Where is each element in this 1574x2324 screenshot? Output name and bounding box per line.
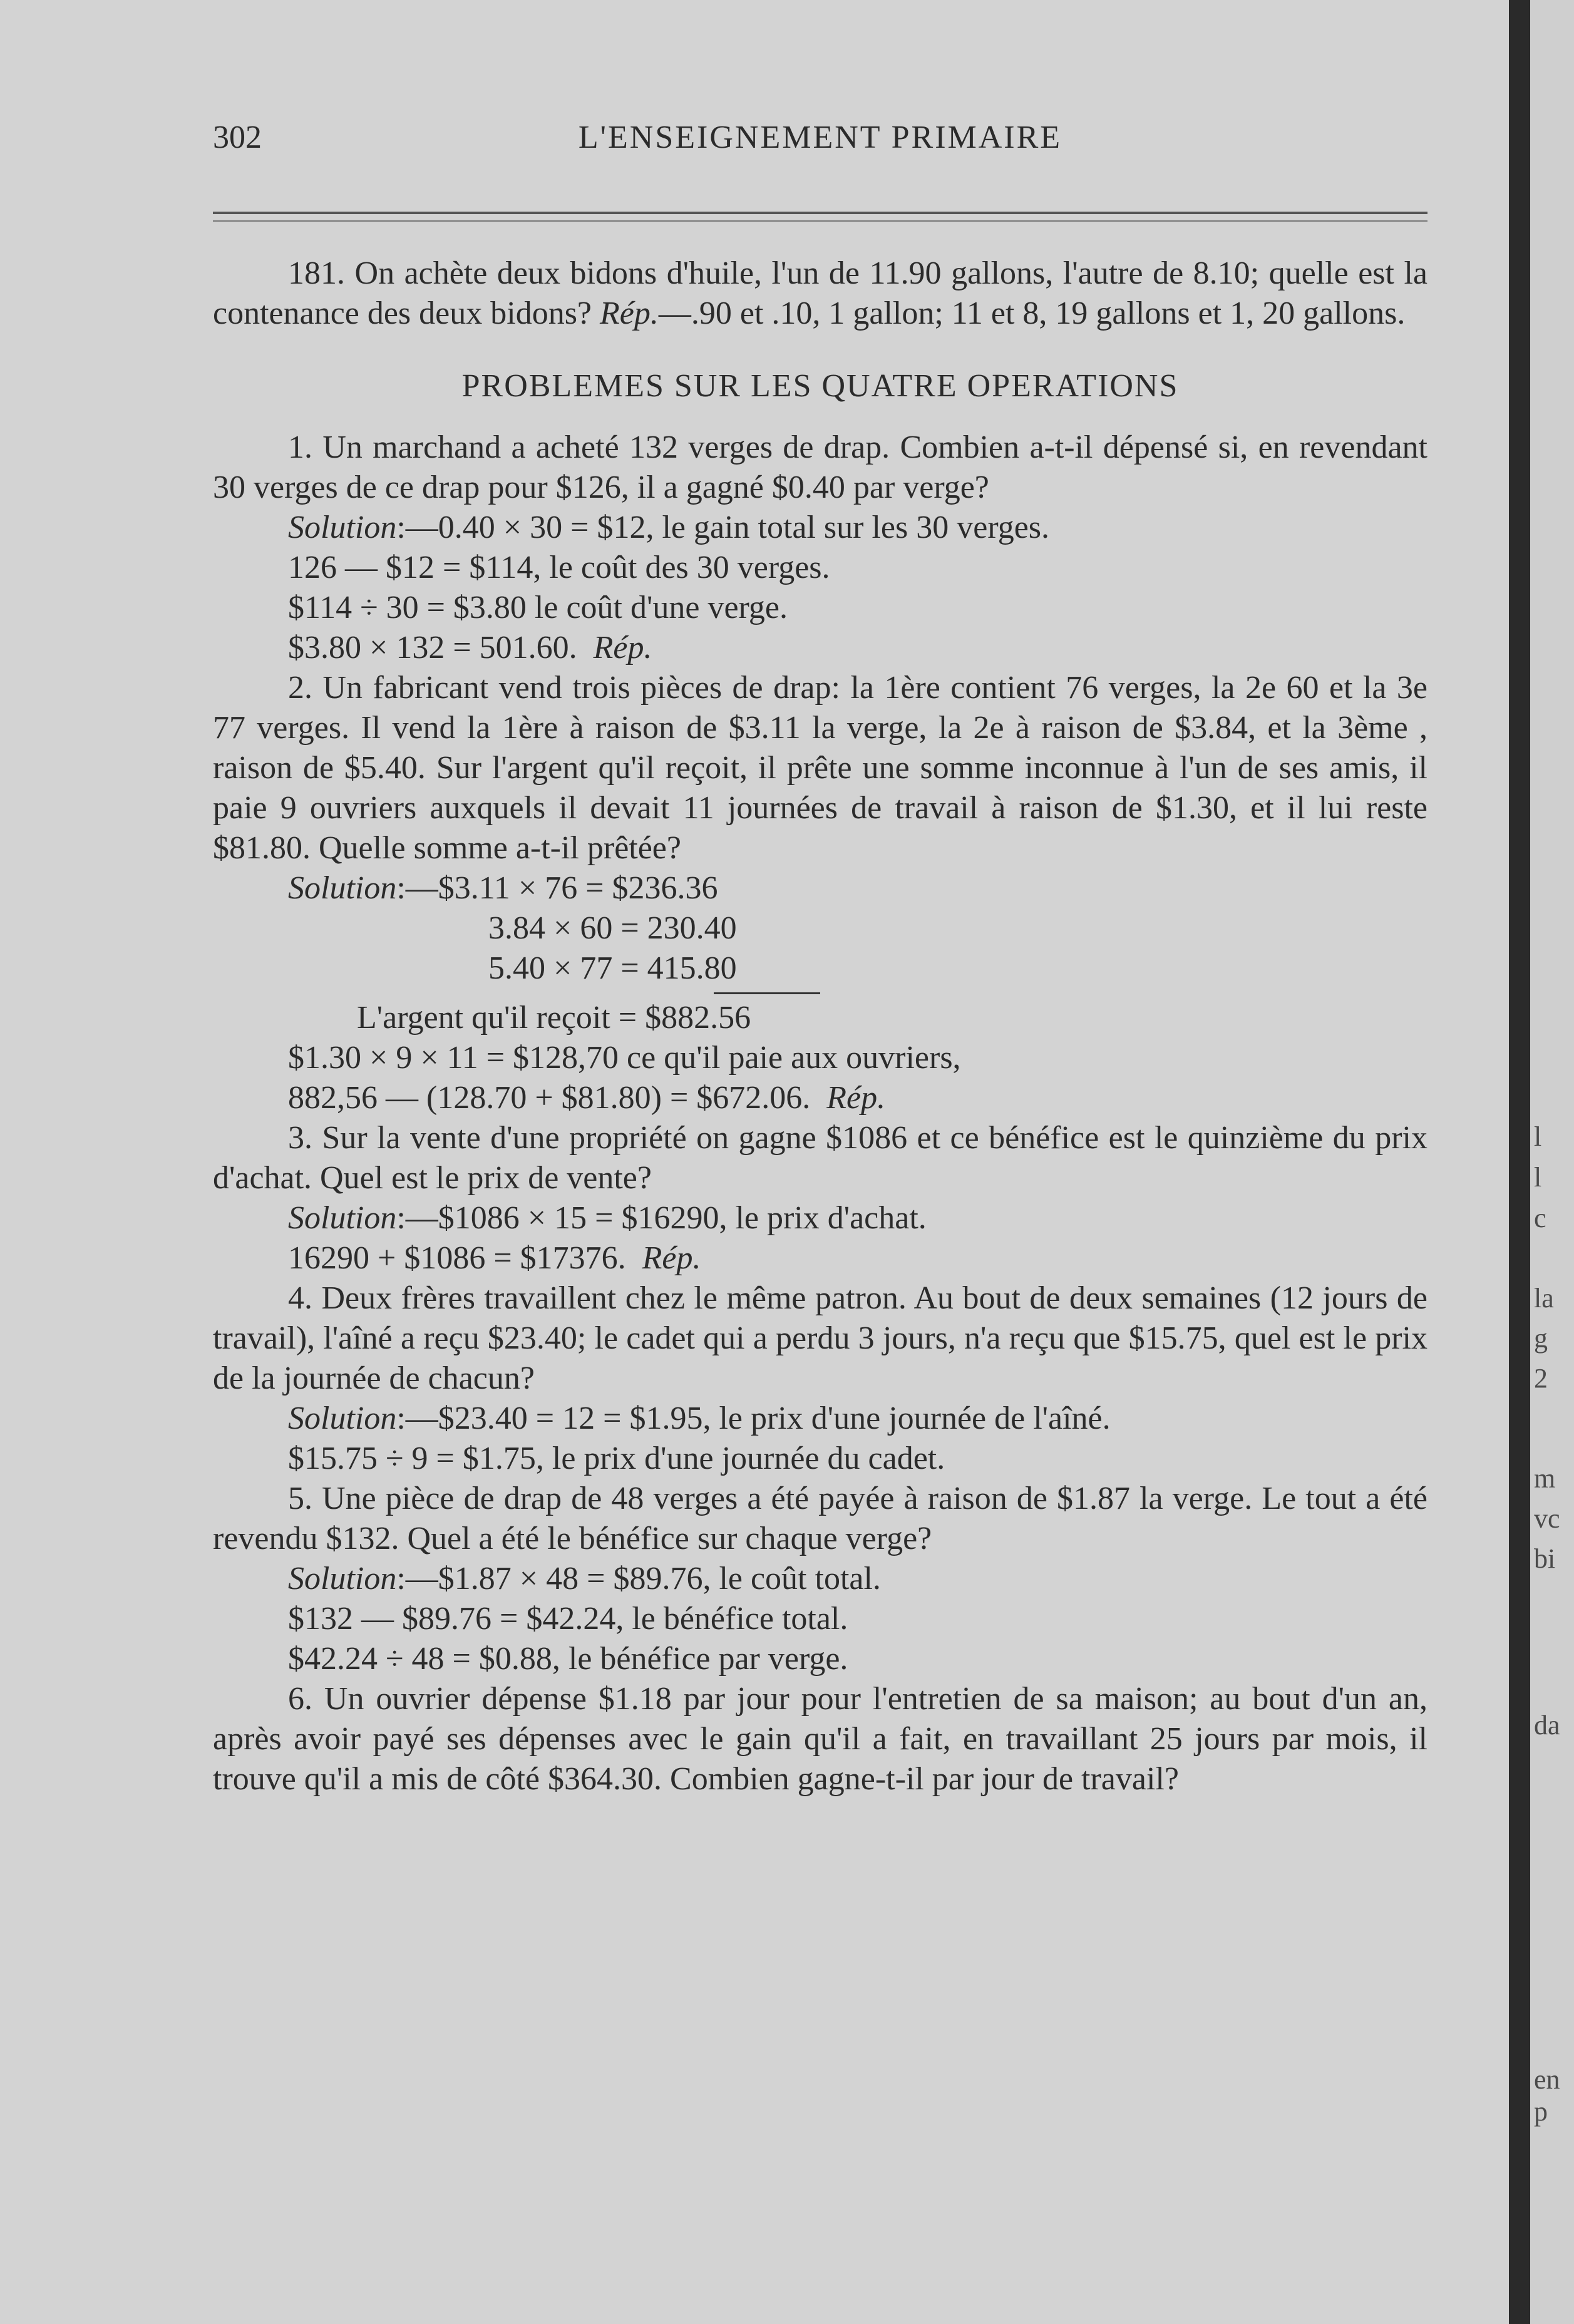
problem-1-text: 1. Un marchand a acheté 132 verges de drap. Combien a-t-il dépensé si, en revendant 30 verges de ce drap pour $126, il a gagné $0.40 par verge? — [213, 429, 1427, 505]
page-header — [213, 119, 1427, 169]
facing-fragment: la — [1534, 1283, 1554, 1314]
calc-total: L'argent qu'il reçoit = $882.56 — [357, 1000, 751, 1036]
problem-3-text: 3. Sur la vente d'une propriété on gagne $1086 et ce bénéfice est le quinzième du prix d'achat. Quel est le prix de vente? — [213, 1120, 1427, 1196]
problem-181: 181. On achète deux bidons d'huile, l'un de 11.90 gallons, l'autre de 8.10; quelle est la contenance des deux bidons? Rép.—.90 et .10, 1 gallon; 11 et 8, 19 gallons et 1, 20 gallons. — [213, 255, 1428, 331]
facing-fragment: en p — [1534, 2064, 1560, 2127]
problem-2-text: 2. Un fabricant vend trois pièces de drap: la 1ère contient 76 verges, la 2e 60 et la 3e 77 verges. Il vend la 1ère à raison de $3.11 la verge, la 2e à raison de $3.84, et la 3ème , raison de $5.40. Sur l'argent qu'il reçoit, il prête une somme inconnue à l'un de ses amis, il paie 9 ouvriers auxquels il devait 11 journées de travail à raison de $1.30, et il lui reste $81.80. Quelle somme a-t-il prêtée? — [213, 670, 1427, 866]
section-title: PROBLEMES SUR LES QUATRE OPERATIONS — [461, 368, 1179, 404]
problem-2-solution: Solution:—$3.11 × 76 = $236.36 — [288, 870, 718, 906]
facing-fragment: vc — [1534, 1503, 1560, 1534]
solution-line: $42.24 ÷ 48 = $0.88, le bénéfice par verge. — [288, 1641, 848, 1677]
solution-line: $1.30 × 9 × 11 = $128,70 ce qu'il paie aux ouvriers, — [288, 1040, 961, 1076]
facing-fragment: bi — [1534, 1543, 1556, 1574]
facing-fragment: m — [1534, 1463, 1556, 1494]
facing-page-edge — [1530, 0, 1574, 2324]
solution-line: $3.80 × 132 = 501.60. Rép. — [288, 630, 652, 666]
problem-5-solution: Solution:—$1.87 × 48 = $89.76, le coût total. — [288, 1561, 881, 1596]
sum-rule — [714, 992, 820, 994]
solution-line: $15.75 ÷ 9 = $1.75, le prix d'une journée du cadet. — [288, 1441, 945, 1476]
header-rule-thin — [213, 220, 1427, 222]
solution-line: 126 — $12 = $114, le coût des 30 verges. — [288, 550, 830, 585]
problem-6-text: 6. Un ouvrier dépense $1.18 par jour pour l'entretien de sa maison; au bout d'un an, après avoir payé ses dépenses avec le gain qu'il a fait, en travaillant 25 jours par mois, il trouve qu'il a mis de côté $364.30. Combien gagne-t-il par jour de travail? — [213, 1681, 1427, 1797]
page-body — [213, 254, 1427, 1799]
facing-fragment: g — [1534, 1323, 1548, 1354]
solution-line: $114 ÷ 30 = $3.80 le coût d'une verge. — [288, 590, 788, 625]
header-rule — [213, 212, 1427, 214]
calc-line: 3.84 × 60 = 230.40 — [488, 910, 737, 946]
problem-5-text: 5. Une pièce de drap de 48 verges a été payée à raison de $1.87 la verge. Le tout a été revendu $132. Quel a été le bénéfice sur chaque verge? — [213, 1481, 1427, 1556]
facing-fragment: l — [1534, 1162, 1542, 1193]
solution-line: $132 — $89.76 = $42.24, le bénéfice total. — [288, 1601, 848, 1637]
problem-1-solution: Solution:—0.40 × 30 = $12, le gain total sur les 30 verges. — [288, 510, 1050, 545]
page-number: 302 — [213, 120, 262, 155]
problem-4-text: 4. Deux frères travaillent chez le même patron. Au bout de deux semaines (12 jours de travail), l'aîné a reçu $23.40; le cadet qui a perdu 3 jours, n'a reçu que $15.75, quel est le prix de la journée de chacun? — [213, 1280, 1427, 1396]
book-gutter — [1509, 0, 1530, 2324]
solution-line: 882,56 — (128.70 + $81.80) = $672.06. Rép. — [288, 1080, 886, 1116]
calc-line: 5.40 × 77 = 415.80 — [488, 950, 737, 986]
facing-fragment: c — [1534, 1203, 1546, 1233]
problem-3-solution: Solution:—$1086 × 15 = $16290, le prix d'achat. — [288, 1200, 927, 1236]
facing-fragment: l — [1534, 1121, 1542, 1152]
running-title: L'ENSEIGNEMENT PRIMAIRE — [578, 120, 1062, 155]
facing-fragment: da — [1534, 1710, 1560, 1740]
solution-line: 16290 + $1086 = $17376. Rép. — [288, 1240, 701, 1276]
facing-fragment: 2 — [1534, 1363, 1548, 1394]
problem-4-solution: Solution:—$23.40 = 12 = $1.95, le prix d'une journée de l'aîné. — [288, 1401, 1111, 1436]
